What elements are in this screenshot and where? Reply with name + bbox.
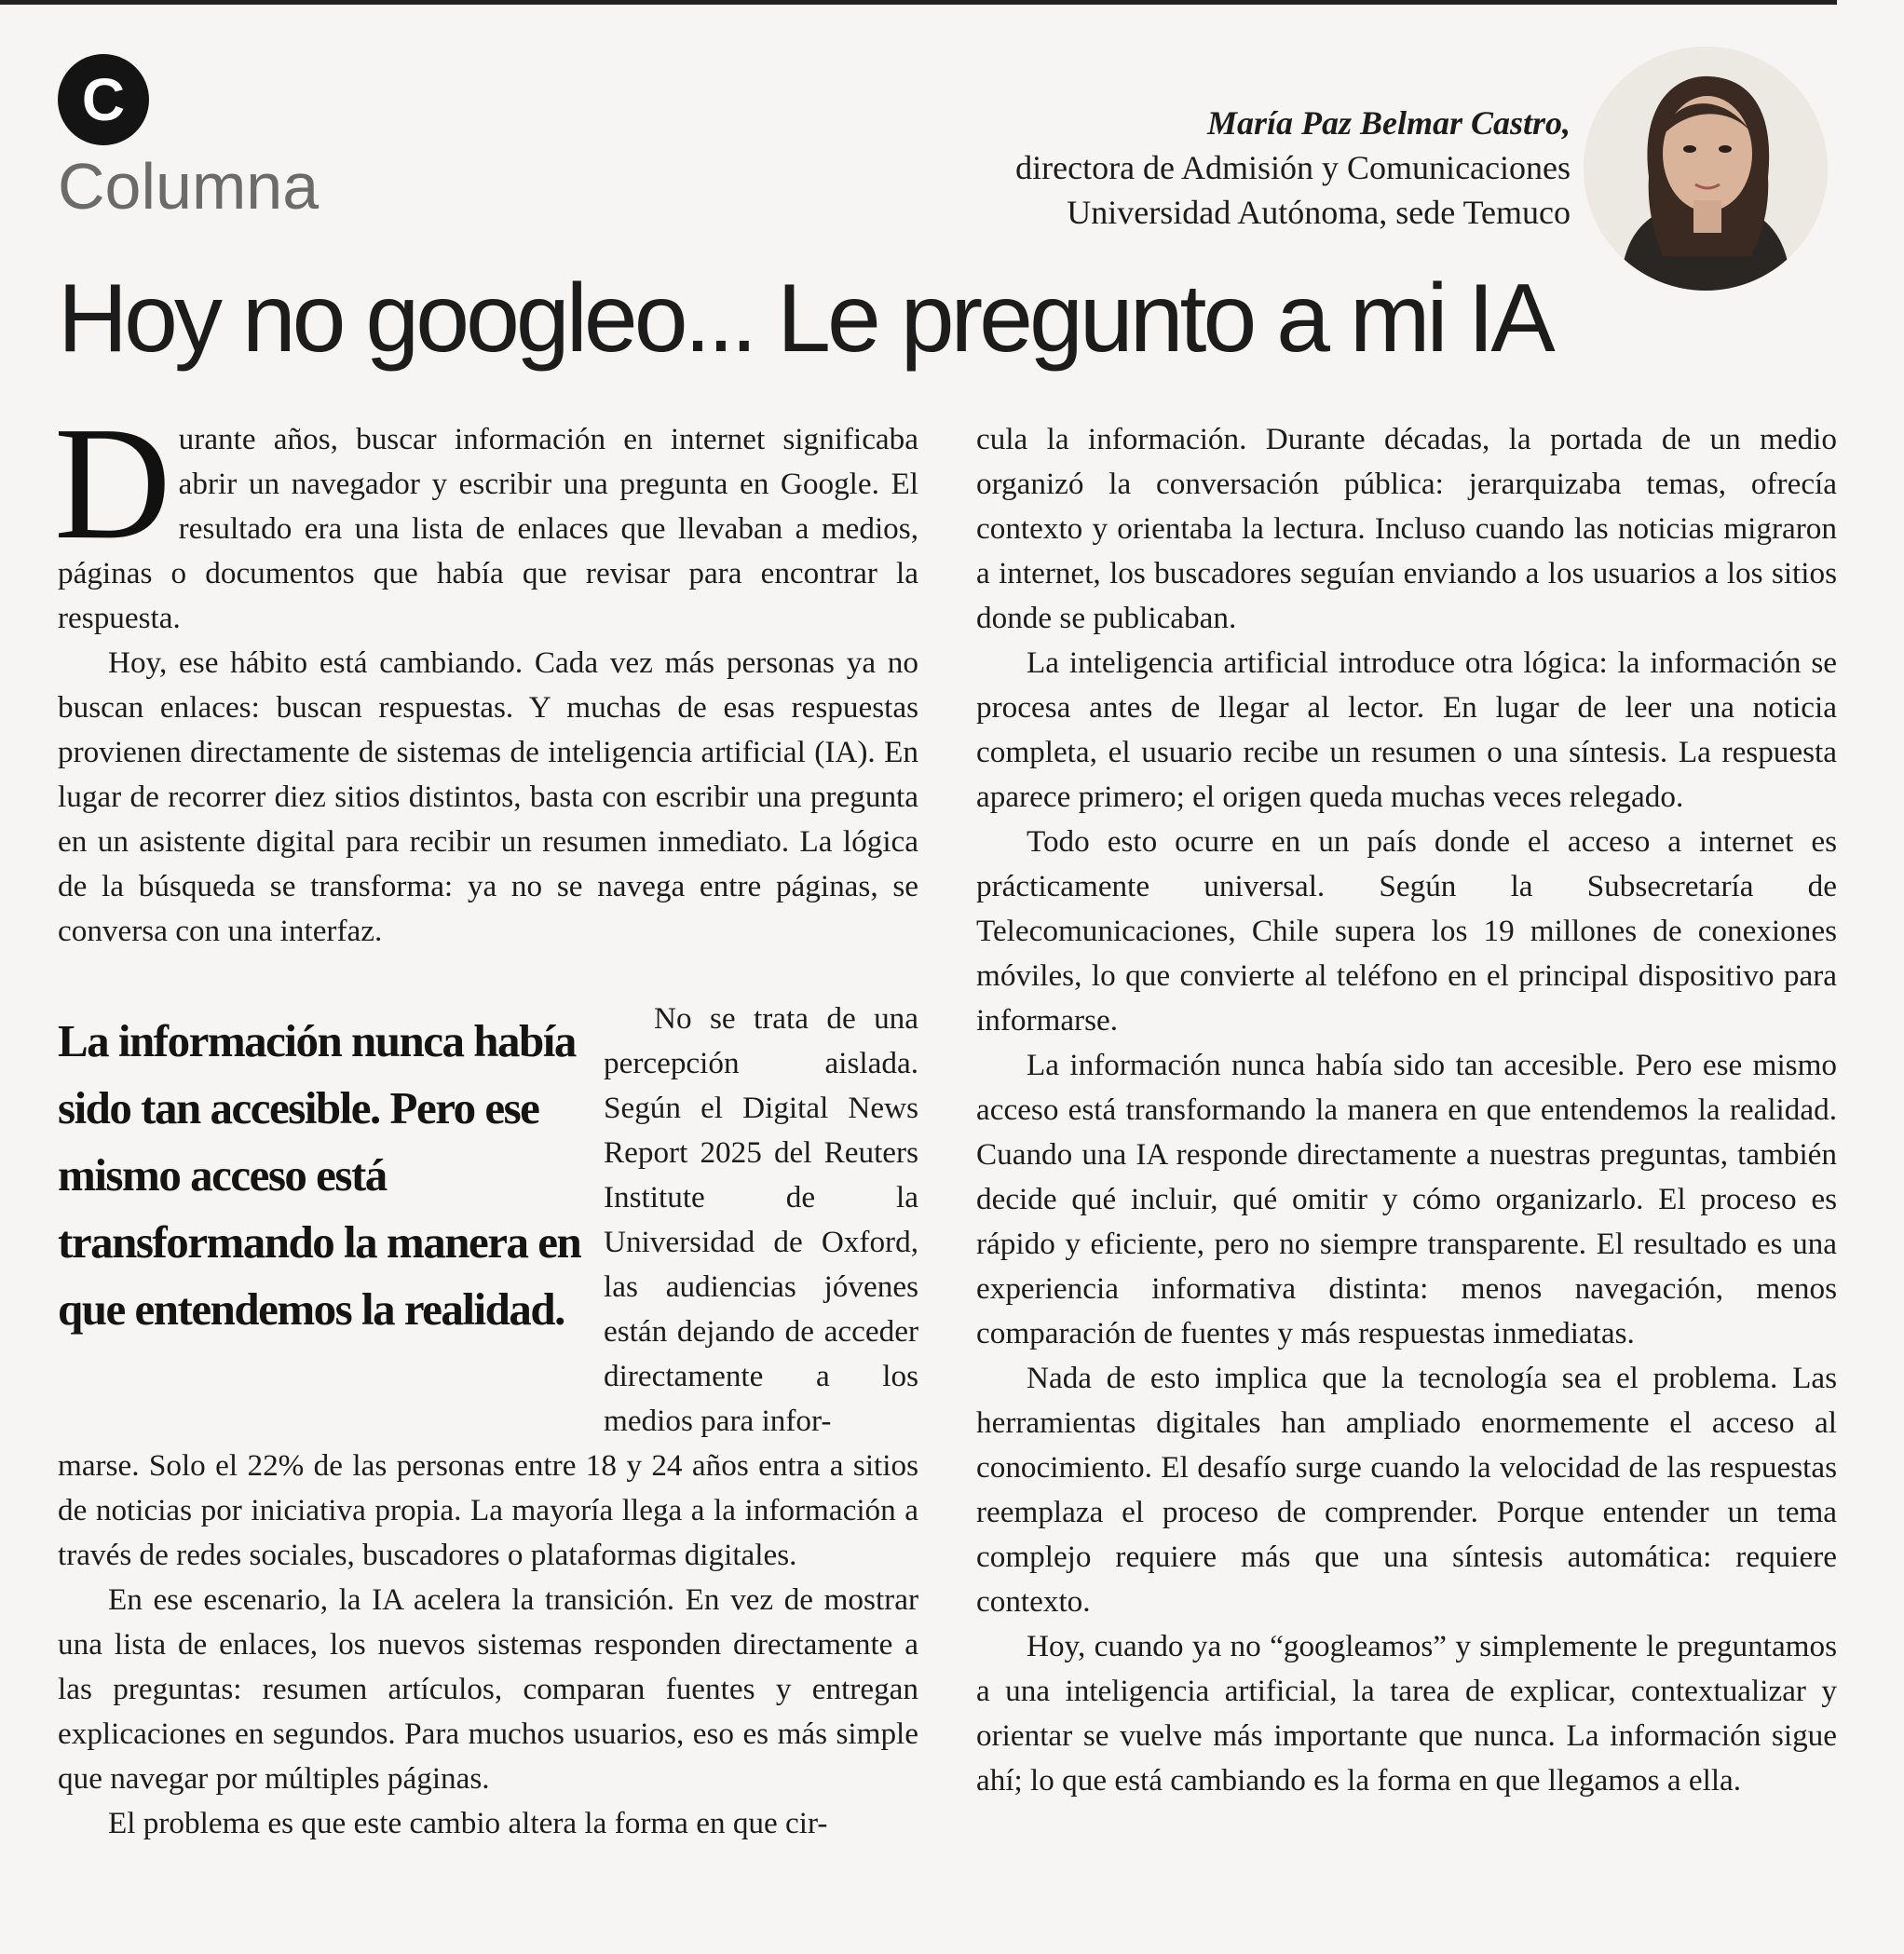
right-column <box>976 417 1837 1803</box>
paragraph-10: Hoy, cuando ya no “googleamos” y simplemente le preguntamos a una inteligencia artificial, la tarea de explicar, contextualizar y orientar se vuelve más importante que nunca. La información sigue ahí; lo que está cambiando es la forma en que llegamos a ella. <box>976 1629 1837 1798</box>
author-institution: Universidad Autónoma, sede Temuco <box>1067 194 1571 231</box>
paragraph-3-narrow <box>604 997 918 1444</box>
top-rule <box>0 0 1837 5</box>
headline: Hoy no googleo... Le pregunto a mi IA <box>58 265 1552 373</box>
paragraph-9: Nada de esto implica que la tecnología sea el problema. Las herramientas digitales han ampliado enormemente el acceso al conocimiento. El desafío surge cuando la velocidad de las respuestas reemplaza el proceso de comprender. Porque entender un tema complejo requiere más que una síntesis automática: requiere contexto. <box>976 1361 1837 1619</box>
paragraph-5-start: El problema es que este cambio altera la forma en que cir- <box>108 1806 828 1840</box>
paragraph-3-part-1: No se trata de una percepción aislada. Según el Digital News Report 2025 del Reuters Institute de la Universidad de Oxford, las audiencias jóvenes están dejando de acceder directamente a los medios para infor- <box>604 1001 918 1438</box>
pull-quote: La información nunca había sido tan accesible. Pero ese mismo acceso está transformando la manera en que entendemos la realidad. <box>58 1015 581 1335</box>
section-label: Columna <box>58 150 320 223</box>
author-name: María Paz Belmar Castro, <box>1206 104 1571 142</box>
paragraph-3-part-2: marse. Solo el 22% de las personas entre 18 y 24 años entra a sitios de noticias por iniciativa propia. La mayoría llega a la información a través de redes sociales, buscadores o plataformas digitales. <box>58 1448 918 1572</box>
paragraph-2: Hoy, ese hábito está cambiando. Cada vez más personas ya no buscan enlaces: buscan respuestas. Y muchas de esas respuestas provienen directamente de sistemas de inteligencia artificial (IA). En lugar de recorrer diez sitios distintos, basta con escribir una pregunta en un asistente digital para recibir un resumen inmediato. La lógica de la búsqueda se transforma: ya no se navega entre páginas, se conversa con una interfaz. <box>58 645 918 948</box>
paragraph-1 <box>54 393 918 641</box>
paragraph-1-text: urante años, buscar información en internet significaba abrir un navegador y escribir una pregunta en Google. El resultado era una lista de enlaces que llevaban a medios, páginas o documentos que había que revisar para encontrar la respuesta. <box>58 422 918 635</box>
paragraph-7: Todo esto ocurre en un país donde el acceso a internet es prácticamente universal. Según la Subsecretaría de Telecomunicaciones, Chile supera los 19 millones de conexiones móviles, lo que convierte al teléfono en el principal dispositivo para informarse. <box>976 824 1837 1038</box>
left-column-top <box>54 393 918 954</box>
left-column-bottom <box>58 1444 918 1846</box>
author-photo <box>1584 47 1828 291</box>
paragraph-5-end: cula la información. Durante décadas, la portada de un medio organizó la conversación pública: jerarquizaba temas, ofrecía contexto y orientaba la lectura. Incluso cuando las noticias migraron a internet, los buscadores seguían enviando a los usuarios a los sitios donde se publicaban. <box>976 422 1837 635</box>
author-role: directora de Admisión y Comunicaciones <box>1015 149 1571 186</box>
paragraph-6: La inteligencia artificial introduce otra lógica: la información se procesa antes de llegar al lector. En lugar de leer una noticia completa, el usuario recibe un resumen o una síntesis. La respuesta aparece primero; el origen queda muchas veces relegado. <box>976 645 1837 814</box>
section-badge-icon: C <box>58 54 149 145</box>
dropcap: D <box>54 393 171 573</box>
author-byline <box>1015 101 1571 235</box>
paragraph-8: La información nunca había sido tan accesible. Pero ese mismo acceso está transformando la manera en que entendemos la realidad. Cuando una IA responde directamente a nuestras preguntas, también decide qué incluir, qué omitir y cómo organizarlo. El proceso es rápido y eficiente, pero no siempre transparente. El resultado es una experiencia informativa distinta: menos navegación, menos comparación de fuentes y más respuestas inmediatas. <box>976 1048 1837 1350</box>
paragraph-4: En ese escenario, la IA acelera la transición. En vez de mostrar una lista de enlaces, los nuevos sistemas responden directamente a las preguntas: resumen artículos, comparan fuentes y entregan explicaciones en segundos. Para muchos usuarios, eso es más simple que navegar por múltiples páginas. <box>58 1582 918 1796</box>
